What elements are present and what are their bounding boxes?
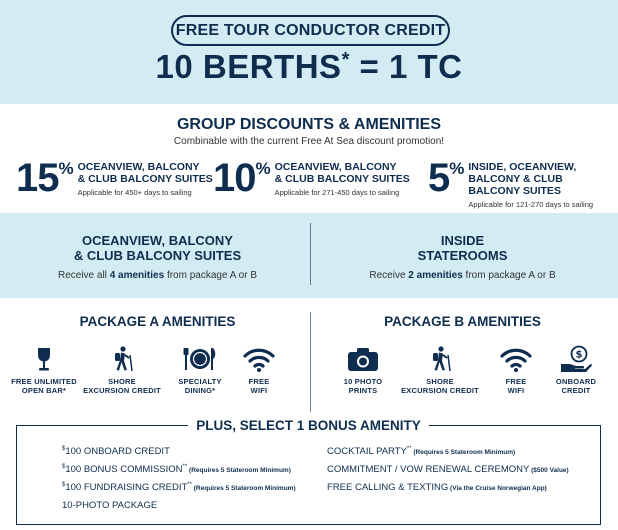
amenity-wifi: FREE WIFI	[476, 345, 556, 395]
discount-line: OCEANVIEW, BALCONY	[274, 161, 397, 173]
bonus-onboard-credit: $100 ONBOARD CREDIT	[62, 446, 170, 458]
discount-percent-sign: %	[449, 159, 465, 178]
berths-equals: = 1 TC	[349, 48, 463, 85]
wifi-icon	[242, 345, 276, 373]
amenity-onboard-credit: $ ONBOARD CREDIT	[536, 345, 616, 395]
hiker-icon	[426, 345, 454, 373]
amenity-shore-excursion: SHORE EXCURSION CREDIT	[400, 345, 480, 395]
group-discounts-subtitle: Combinable with the current Free At Sea discount promotion!	[173, 136, 445, 147]
discount-line: INSIDE, OCEANVIEW,	[468, 161, 577, 173]
discount-line: BALCONY SUITES	[468, 185, 561, 197]
berths-main: 10 BERTHS	[155, 48, 342, 85]
amenity-specialty-dining: SPECIALTY DINING*	[160, 345, 240, 395]
divider	[310, 312, 311, 412]
stateroom-heading: INSIDE	[440, 233, 485, 248]
discount-line: & CLUB BALCONY SUITES	[77, 173, 213, 185]
hiker-icon	[108, 345, 136, 373]
stateroom-type-inside	[325, 233, 600, 281]
bonus-fundraising-credit: $100 FUNDRAISING CREDIT** (Requires 5 Stateroom Minimum)	[62, 482, 296, 494]
camera-icon	[346, 345, 380, 373]
wifi-icon	[499, 345, 533, 373]
amenity-open-bar: FREE UNLIMITED OPEN BAR*	[4, 345, 84, 395]
discount-note: Applicable for 121-270 days to sailing	[468, 200, 594, 209]
dining-icon	[183, 345, 217, 373]
discount-tier-5	[428, 158, 593, 211]
bonus-free-calling: FREE CALLING & TEXTING (Via the Cruise Norwegian App)	[327, 482, 547, 493]
amenity-shore-excursion: SHORE EXCURSION CREDIT	[82, 345, 162, 395]
discount-line: & CLUB BALCONY SUITES	[274, 173, 410, 185]
stateroom-heading: OCEANVIEW, BALCONY	[82, 233, 233, 248]
bonus-commission: $100 BONUS COMMISSION** (Requires 5 Stateroom Minimum)	[62, 464, 291, 476]
package-b-title: PACKAGE B AMENITIES	[384, 314, 541, 329]
group-discounts-title: GROUP DISCOUNTS & AMENITIES	[176, 116, 442, 133]
discount-line: BALCONY & CLUB	[468, 173, 563, 185]
discount-tier-15	[16, 158, 213, 199]
bonus-photo-package: 10-PHOTO PACKAGE	[62, 500, 158, 511]
svg-text:$: $	[575, 349, 583, 361]
discount-tier-10	[213, 158, 410, 199]
stateroom-heading: & CLUB BALCONY SUITES	[73, 248, 242, 263]
discount-line: OCEANVIEW, BALCONY	[77, 161, 200, 173]
bonus-amenity-box	[16, 418, 601, 525]
discount-note: Applicable for 271-450 days to sailing	[274, 188, 400, 197]
bonus-vow-renewal: COMMITMENT / VOW RENEWAL CEREMONY ($500 Value)	[327, 464, 569, 475]
discount-note: Applicable for 450+ days to sailing	[77, 188, 192, 197]
onboard-credit-icon	[559, 345, 593, 373]
stateroom-heading: STATEROOMS	[417, 248, 508, 263]
discount-percent-sign: %	[255, 159, 271, 178]
discount-value: 10	[213, 156, 256, 200]
bonus-cocktail-party: COCKTAIL PARTY** (Requires 5 Stateroom Minimum)	[327, 446, 516, 458]
amenity-wifi: FREE WIFI	[219, 345, 299, 395]
stateroom-type-oceanview	[20, 233, 295, 281]
discount-percent-sign: %	[58, 159, 74, 178]
stateroom-band	[0, 213, 618, 298]
wine-glass-icon	[30, 345, 58, 373]
package-a-title: PACKAGE A AMENITIES	[79, 314, 236, 329]
berths-headline	[0, 48, 618, 86]
berths-asterisk: *	[341, 49, 350, 71]
amenity-photo-prints: 10 PHOTO PRINTS	[323, 345, 403, 395]
tour-conductor-title: FREE TOUR CONDUCTOR CREDIT	[171, 15, 450, 46]
bonus-title: PLUS, SELECT 1 BONUS AMENITY	[17, 417, 600, 435]
header-band	[0, 0, 618, 104]
stateroom-amenity-note: Receive all 4 amenities from package A or B	[57, 270, 257, 281]
divider	[310, 223, 311, 285]
discount-value: 15	[16, 156, 59, 200]
stateroom-amenity-note: Receive 2 amenities from package A or B	[369, 270, 556, 281]
discount-value: 5	[428, 156, 450, 200]
